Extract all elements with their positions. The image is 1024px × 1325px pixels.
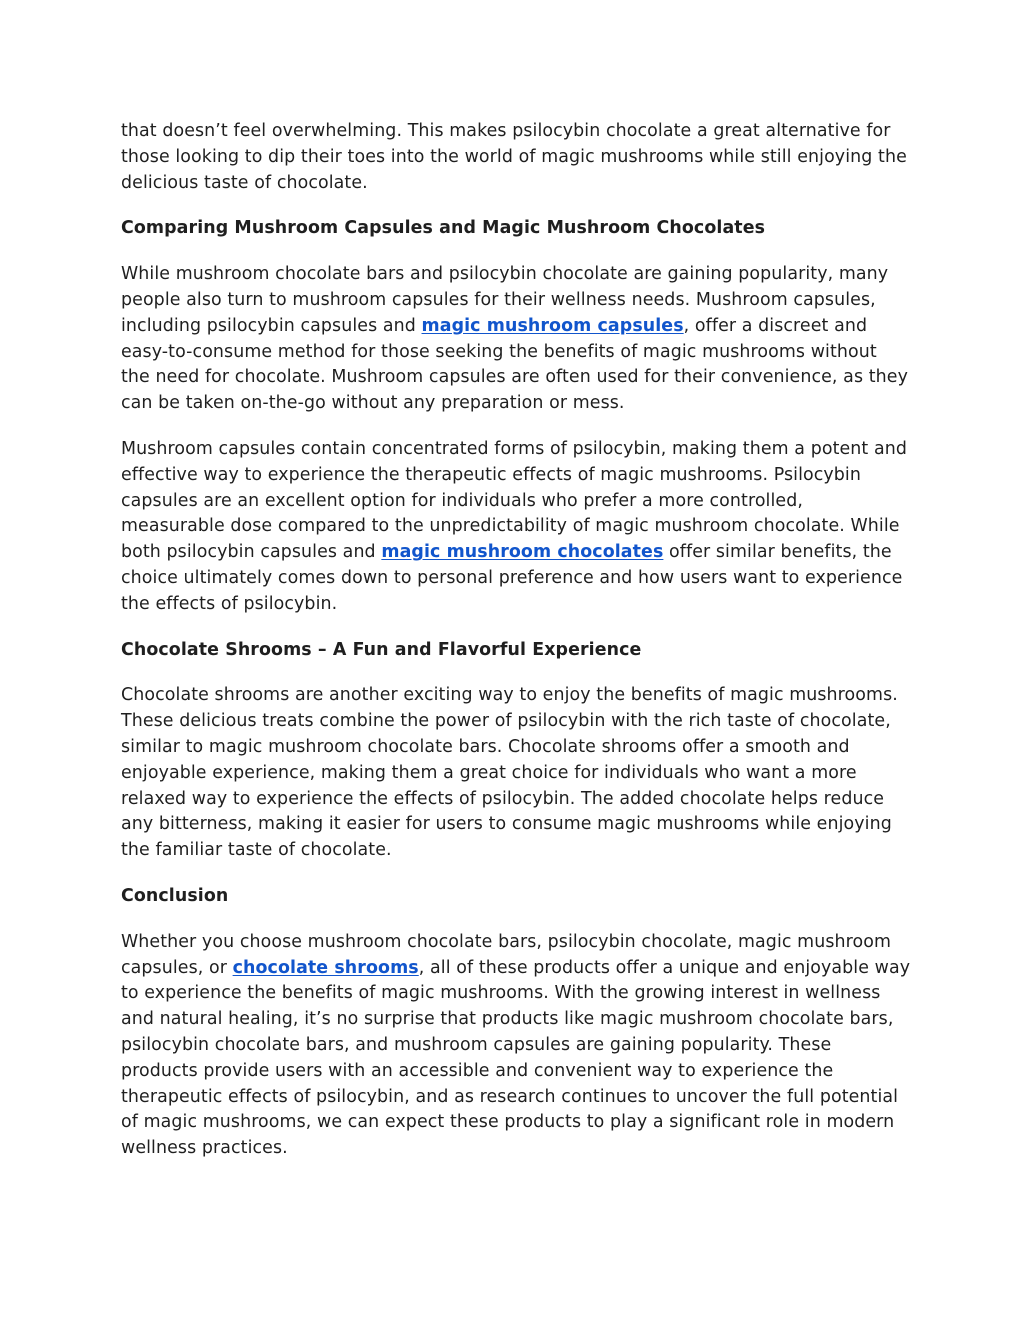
- capsules-paragraph: [121, 262, 911, 417]
- magic-mushroom-chocolates-link[interactable]: magic mushroom chocolates: [381, 542, 664, 563]
- conclusion-text-start: Whether you choose mushroom chocolate bars, psilocybin chocolate, magic mushroom capsules, or: [121, 931, 892, 978]
- capsules-text-end: , offer a discreet and easy-to-consume method for those seeking the benefits of magic mushrooms without the need for chocolate. Mushroom capsules are often used for their convenience, as they can be taken on-the-go without any preparation or mess.: [121, 315, 908, 414]
- conclusion-paragraph: [121, 930, 911, 1162]
- intro-text: that doesn’t feel overwhelming. This makes psilocybin chocolate a great alternative for those looking to dip their toes into the world of magic mushrooms while still enjoying the delicious taste of chocolate.: [121, 121, 907, 193]
- section-heading-comparing: Comparing Mushroom Capsules and Magic Mushroom Chocolates: [121, 218, 766, 239]
- concentrated-paragraph: [121, 437, 911, 618]
- magic-mushroom-capsules-link[interactable]: magic mushroom capsules: [421, 315, 684, 336]
- capsules-text-start: While mushroom chocolate bars and psilocybin chocolate are gaining popularity, many people also turn to mushroom capsules for their wellness needs. Mushroom capsules, including psilocybin capsules and: [121, 264, 889, 336]
- conclusion-text-end: , all of these products offer a unique and enjoyable way to experience the benefits of magic mushrooms. With the growing interest in wellness and natural healing, it’s no surprise that products like magic mushroom chocolate bars, psilocybin chocolate bars, and mushroom capsules are gaining popularity. These products provide users with an accessible and convenient way to experience the therapeutic effects of psilocybin, and as research continues to uncover the full potential of magic mushrooms, we can expect these products to play a significant role in modern wellness practices.: [121, 957, 911, 1159]
- section-heading-conclusion: Conclusion: [121, 885, 229, 906]
- shrooms-paragraph: [121, 683, 911, 864]
- section-heading-chocolate-shrooms: Chocolate Shrooms – A Fun and Flavorful Experience: [121, 639, 642, 660]
- chocolate-shrooms-link[interactable]: chocolate shrooms: [232, 957, 419, 978]
- concentrated-text-start: Mushroom capsules contain concentrated forms of psilocybin, making them a potent and effective way to experience the therapeutic effects of magic mushrooms. Psilocybin capsules are an excellent option for individuals who prefer a more controlled, measurable dose compared to the unpredictability of magic mushroom chocolate. While both psilocybin capsules and: [121, 438, 907, 563]
- shrooms-text: Chocolate shrooms are another exciting way to enjoy the benefits of magic mushrooms. These delicious treats combine the power of psilocybin with the rich taste of chocolate, similar to magic mushroom chocolate bars. Chocolate shrooms offer a smooth and enjoyable experience, making them a great choice for individuals who want a more relaxed way to experience the effects of psilocybin. The added chocolate helps reduce any bitterness, making it easier for users to consume magic mushrooms while enjoying the familiar taste of chocolate.: [121, 685, 898, 861]
- concentrated-text-end: offer similar benefits, the choice ultimately comes down to personal preference and how users want to experience the effects of psilocybin.: [121, 542, 903, 614]
- document-page: [121, 119, 911, 1182]
- intro-paragraph: [121, 119, 911, 196]
